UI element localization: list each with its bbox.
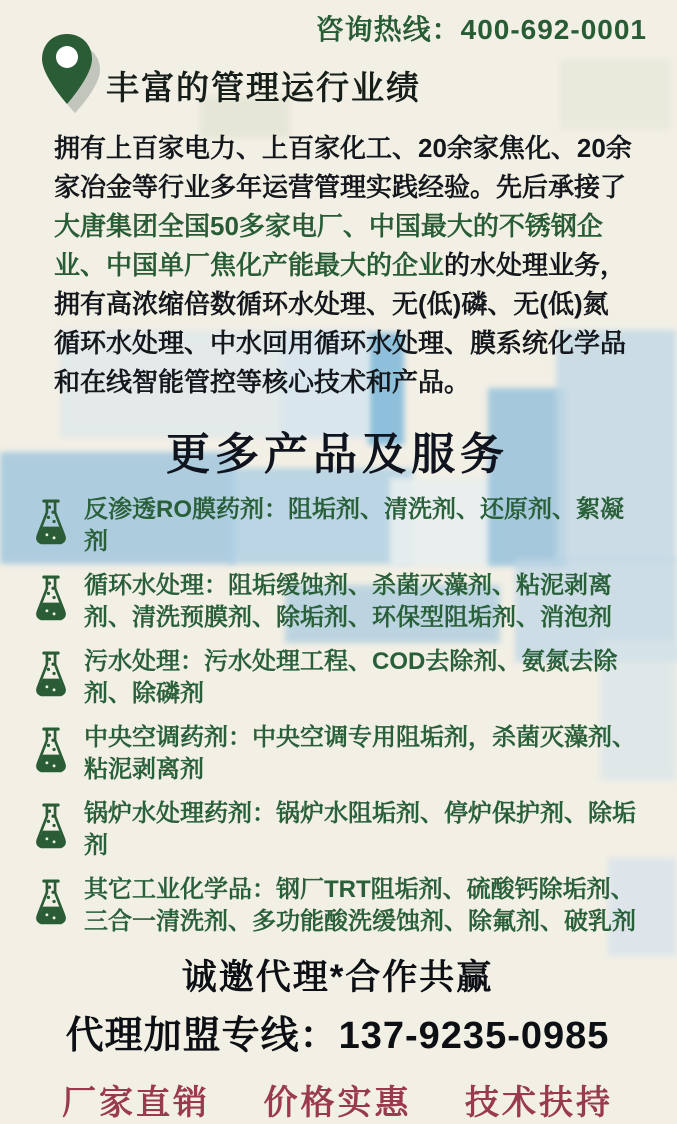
badge-affordable-price: 价格实惠 bbox=[263, 1084, 412, 1122]
flask-icon bbox=[32, 650, 70, 707]
product-list bbox=[0, 494, 675, 938]
selling-points-row bbox=[0, 1075, 675, 1124]
intro-paragraph bbox=[54, 129, 633, 402]
product-item bbox=[32, 722, 637, 786]
product-item-label: 中央空调药剂：中央空调专用阻垢剂，杀菌灭藻剂、粘泥剥离剂 bbox=[84, 724, 636, 783]
badge-tech-support: 技术扶持 bbox=[465, 1084, 613, 1122]
products-section-title: 更多产品及服务 bbox=[166, 430, 509, 479]
product-item-label: 锅炉水处理药剂：锅炉水阻垢剂、停炉保护剂、除垢剂 bbox=[84, 800, 636, 859]
agency-hotline: 代理加盟专线：137-9235-0985 bbox=[65, 1015, 610, 1057]
flask-icon bbox=[32, 574, 70, 631]
consult-hotline: 咨询热线：400-692-0001 bbox=[315, 14, 647, 45]
product-item-label: 反渗透RO膜药剂：阻垢剂、清洗剂、还原剂、絮凝剂 bbox=[84, 496, 624, 555]
product-item bbox=[32, 874, 637, 938]
badge-factory-direct: 厂家直销 bbox=[62, 1084, 210, 1122]
flask-icon bbox=[32, 802, 70, 859]
intro-text-black-2: 的水处理业务，拥有高浓缩倍数循环水处理、无(低)磷、无(低)氮循环水处理、中水回用循环水处理、膜系统化学品和在线智能管控等核心技术和产品。 bbox=[54, 250, 627, 397]
intro-text-green: 大唐集团全国50多家电厂、中国最大的不锈钢企业、中国单厂焦化产能最大的企业 bbox=[54, 211, 603, 280]
intro-text-black-1: 拥有上百家电力、上百家化工、20余家焦化、20余家冶金等行业多年运营管理实践经验。先后承接了 bbox=[54, 133, 632, 202]
product-item-label: 循环水处理：阻垢缓蚀剂、杀菌灭藻剂、粘泥剥离剂、清洗预膜剂、除垢剂、环保型阻垢剂、消泡剂 bbox=[84, 572, 612, 631]
product-item bbox=[32, 494, 637, 558]
location-pin-icon bbox=[36, 32, 98, 119]
intro-title: 丰富的管理运行业绩 bbox=[106, 69, 421, 106]
flask-icon bbox=[32, 498, 70, 555]
product-item bbox=[32, 798, 637, 862]
product-item bbox=[32, 646, 637, 710]
flask-icon bbox=[32, 726, 70, 783]
product-item-label: 污水处理：污水处理工程、COD去除剂、氨氮去除剂、除磷剂 bbox=[84, 648, 618, 707]
flask-icon bbox=[32, 878, 70, 935]
product-item-label: 其它工业化学品：钢厂TRT阻垢剂、硫酸钙除垢剂、三合一清洗剂、多功能酸洗缓蚀剂、除氟剂、破乳剂 bbox=[84, 876, 636, 935]
agency-invite-slogan: 诚邀代理*合作共赢 bbox=[181, 958, 494, 997]
product-item bbox=[32, 570, 637, 634]
